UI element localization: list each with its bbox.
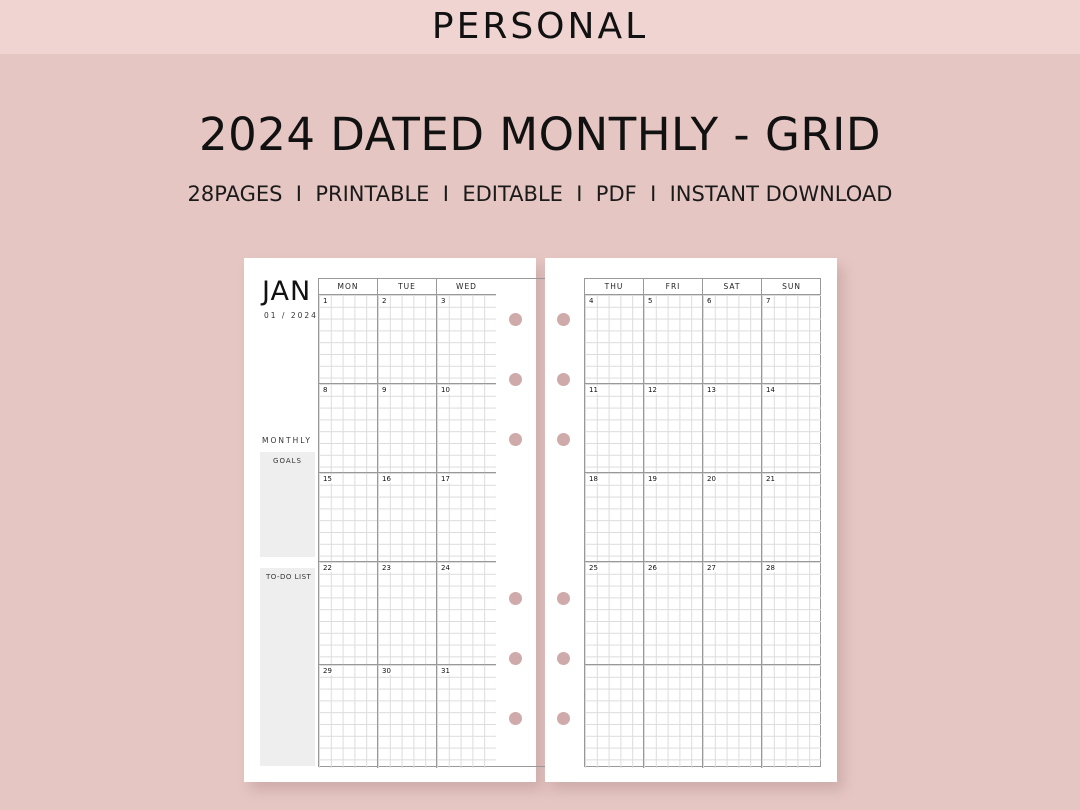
day-number: 24 bbox=[441, 564, 450, 572]
ring-hole bbox=[509, 592, 522, 605]
day-number: 2 bbox=[382, 297, 387, 305]
ring-hole bbox=[557, 712, 570, 725]
day-cell bbox=[762, 384, 821, 473]
day-cell bbox=[378, 295, 437, 384]
day-cell bbox=[585, 384, 644, 473]
ring-hole bbox=[509, 652, 522, 665]
day-cell bbox=[319, 562, 378, 665]
top-banner bbox=[0, 0, 1080, 54]
day-number: 4 bbox=[589, 297, 594, 305]
day-cell bbox=[585, 665, 644, 768]
weekday-header: THU bbox=[585, 279, 644, 295]
day-cell bbox=[644, 665, 703, 768]
day-cell bbox=[378, 384, 437, 473]
ring-hole bbox=[557, 373, 570, 386]
product-features: 28PAGES I PRINTABLE I EDITABLE I PDF I INSTANT DOWNLOAD bbox=[187, 182, 893, 206]
day-number: 3 bbox=[441, 297, 446, 305]
day-cell bbox=[437, 562, 496, 665]
day-number: 8 bbox=[323, 386, 328, 394]
day-number: 16 bbox=[382, 475, 391, 483]
month-date: 01 / 2024 bbox=[264, 311, 318, 320]
day-cell bbox=[378, 562, 437, 665]
day-number: 7 bbox=[766, 297, 771, 305]
left-planner-page bbox=[244, 258, 536, 782]
goals-label: GOALS bbox=[273, 457, 302, 465]
day-cell bbox=[762, 665, 821, 768]
day-number: 18 bbox=[589, 475, 598, 483]
right-planner-page bbox=[545, 258, 837, 782]
weekday-header: WED bbox=[437, 279, 496, 295]
product-heading: 2024 DATED MONTHLY - GRID bbox=[198, 108, 882, 161]
ring-hole bbox=[557, 433, 570, 446]
day-number: 19 bbox=[648, 475, 657, 483]
todo-box bbox=[260, 568, 315, 766]
weekday-header: TUE bbox=[378, 279, 437, 295]
ring-hole bbox=[557, 652, 570, 665]
ring-hole bbox=[509, 433, 522, 446]
day-cell bbox=[762, 295, 821, 384]
day-number: 28 bbox=[766, 564, 775, 572]
day-cell bbox=[703, 562, 762, 665]
day-cell bbox=[585, 562, 644, 665]
day-cell bbox=[644, 295, 703, 384]
day-cell bbox=[437, 295, 496, 384]
day-cell bbox=[762, 473, 821, 562]
calendar-grid-right bbox=[584, 278, 821, 767]
day-number: 15 bbox=[323, 475, 332, 483]
day-cell bbox=[437, 473, 496, 562]
day-number: 13 bbox=[707, 386, 716, 394]
day-number: 9 bbox=[382, 386, 387, 394]
day-cell bbox=[437, 384, 496, 473]
day-cell bbox=[644, 473, 703, 562]
ring-hole bbox=[509, 373, 522, 386]
day-cell bbox=[585, 295, 644, 384]
ring-hole bbox=[509, 313, 522, 326]
ring-hole bbox=[509, 712, 522, 725]
day-number: 23 bbox=[382, 564, 391, 572]
day-cell bbox=[762, 562, 821, 665]
ring-hole bbox=[557, 313, 570, 326]
day-number: 29 bbox=[323, 667, 332, 675]
month-name: JAN bbox=[262, 276, 312, 307]
day-number: 11 bbox=[589, 386, 598, 394]
day-cell bbox=[644, 562, 703, 665]
day-cell bbox=[378, 665, 437, 768]
day-number: 20 bbox=[707, 475, 716, 483]
day-number: 10 bbox=[441, 386, 450, 394]
day-cell bbox=[437, 665, 496, 768]
day-cell bbox=[703, 384, 762, 473]
day-cell bbox=[319, 384, 378, 473]
day-cell bbox=[319, 473, 378, 562]
weekday-header: SAT bbox=[703, 279, 762, 295]
day-number: 12 bbox=[648, 386, 657, 394]
day-number: 22 bbox=[323, 564, 332, 572]
day-cell bbox=[703, 665, 762, 768]
ring-hole bbox=[557, 592, 570, 605]
day-number: 21 bbox=[766, 475, 775, 483]
banner-title: PERSONAL bbox=[431, 6, 649, 47]
weekday-header: SUN bbox=[762, 279, 821, 295]
goals-box bbox=[260, 452, 315, 557]
day-cell bbox=[644, 384, 703, 473]
day-cell bbox=[703, 295, 762, 384]
day-number: 25 bbox=[589, 564, 598, 572]
day-number: 27 bbox=[707, 564, 716, 572]
day-cell bbox=[378, 473, 437, 562]
todo-label: TO-DO LIST bbox=[266, 573, 312, 581]
day-number: 26 bbox=[648, 564, 657, 572]
day-number: 17 bbox=[441, 475, 450, 483]
day-cell bbox=[319, 665, 378, 768]
day-cell bbox=[319, 295, 378, 384]
day-number: 30 bbox=[382, 667, 391, 675]
day-number: 6 bbox=[707, 297, 712, 305]
weekday-header: FRI bbox=[644, 279, 703, 295]
day-number: 14 bbox=[766, 386, 775, 394]
day-cell bbox=[703, 473, 762, 562]
day-number: 31 bbox=[441, 667, 450, 675]
day-cell bbox=[585, 473, 644, 562]
day-number: 5 bbox=[648, 297, 653, 305]
calendar-grid-left bbox=[318, 278, 555, 767]
day-number: 1 bbox=[323, 297, 328, 305]
weekday-header: MON bbox=[319, 279, 378, 295]
monthly-label: MONTHLY bbox=[262, 436, 312, 445]
